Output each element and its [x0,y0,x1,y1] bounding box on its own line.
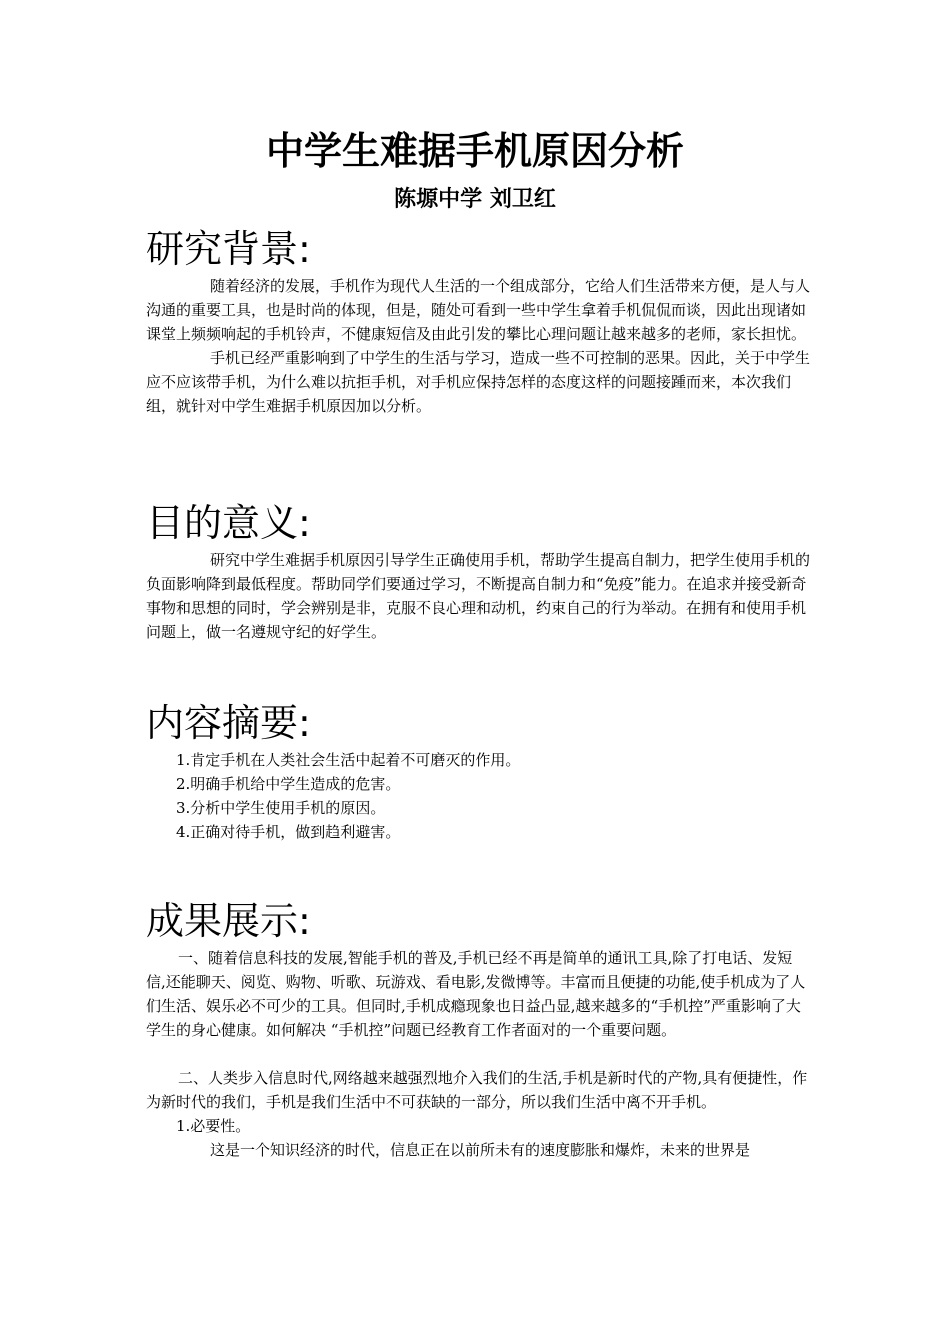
heading-results: 成果展示: [146,899,311,943]
list-item: 1.肯定手机在人类社会生活中起着不可磨灭的作用。 [176,751,521,769]
purpose-paragraph: 研究中学生难据手机原因引导学生正确使用手机，帮助学生提高自制力，把学生使用手机的负面影响降到最低程度。帮助同学们要通过学习，不断提高自制力和“免疫”能力。在追求并接受新奇事物和思想的同时，学会辨别是非，克服不良心理和动机，约束自己的行为举动。在拥有和使用手机问题上，做一名遵规守纪的好学生。 [146,551,811,641]
section-summary-list [146,748,810,844]
background-paragraph-1: 随着经济的发展，手机作为现代人生活的一个组成部分，它给人们生活带来方便，是人与人沟通的重要工具，也是时尚的体现，但是，随处可看到一些中学生拿着手机侃侃而谈，因此出现诸如课堂上频频响起的手机铃声，不健康短信及由此引发的攀比心理问题让越来越多的老师，家长担忧。 [146,277,811,343]
heading-summary: 内容摘要: [146,701,311,745]
section-purpose-body [146,548,810,644]
document-title: 中学生难据手机原因分析 [265,129,684,173]
results-paragraph-2: 二、人类步入信息时代,网络越来越强烈地介入我们的生活,手机是新时代的产物,具有便捷性，作为新时代的我们，手机是我们生活中不可获缺的一部分，所以我们生活中离不开手机。 [146,1069,808,1111]
results-paragraph-1: 一、随着信息科技的发展,智能手机的普及,手机已经不再是简单的通讯工具,除了打电话、发短信,还能聊天、阅览、购物、听歌、玩游戏、看电影,发微博等。丰富而且便捷的功能,使手机成为了人们生活、娱乐必不可少的工具。但同时,手机成瘾现象也日益凸显,越来越多的“手机控”严重影响了大学生的身心健康。如何解决 “手机控”问题已经教育工作者面对的一个重要问题。 [146,949,806,1039]
list-item: 3.分析中学生使用手机的原因。 [176,799,386,817]
background-paragraph-2: 手机已经严重影响到了中学生的生活与学习，造成一些不可控制的恶果。因此，关于中学生应不应该带手机，为什么难以抗拒手机，对手机应保持怎样的态度这样的问题接踵而来，本次我们组，就针对中学生难据手机原因加以分析。 [146,349,811,415]
heading-background: 研究背景: [146,227,311,271]
document-author: 陈塬中学 刘卫红 [394,187,556,212]
paragraph-spacer [146,1042,810,1066]
section-background-body [146,274,810,418]
heading-purpose: 目的意义: [146,501,311,545]
list-item: 2.明确手机给中学生造成的危害。 [176,775,401,793]
list-item: 4.正确对待手机，做到趋利避害。 [176,823,401,841]
results-sub-item: 1.必要性。 [176,1117,251,1135]
section-results-body [146,946,810,1162]
results-paragraph-3: 这是一个知识经济的时代，信息正在以前所未有的速度膨胀和爆炸，未来的世界是 [210,1141,751,1159]
